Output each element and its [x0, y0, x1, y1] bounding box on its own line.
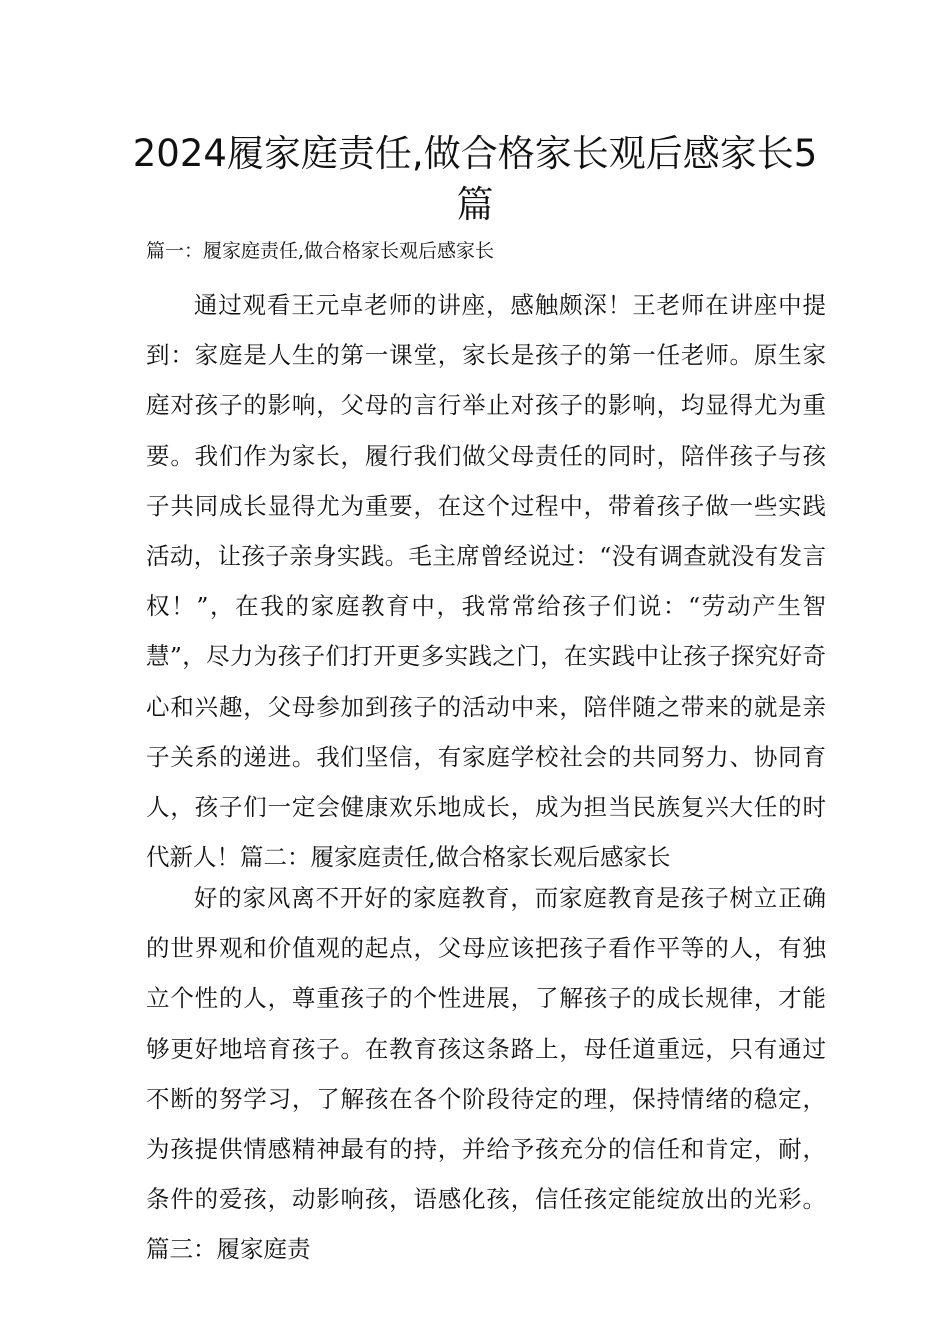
document-title: 2024履家庭责任,做合格家长观后感家长5篇 — [132, 132, 818, 226]
body-paragraph-1-text: 通过观看王元卓老师的讲座，感触颇深！王老师在讲座中提到：家庭是人生的第一课堂，家长是孩子的第一任老师。原生家庭对孩子的影响，父母的言行举止对孩子的影响，均显得尤为重要。我们作为家长，履行我们做父母责任的同时，陪伴孩子与孩子共同成长显得尤为重要，在这个过程中，带着孩子做一些实践活动，让孩子亲身实践。毛主席曾经说过：“没有调查就没有发言权！”，在我的家庭教育中，我常常给孩子们说：“劳动产生智慧”，尽力为孩子们打开更多实践之门，在实践中让孩子探究好奇心和兴趣，父母参加到孩子的活动中来，陪伴随之带来的就是亲子关系的递进。我们坚信，有家庭学校社会的共同努力、协同育人，孩子们一定会健康欢乐地成长，成为担当民族复兴大任的时代新人！篇二：履家庭责任,做合格家长观后感家长 — [146, 291, 826, 872]
body-paragraph-2-text: 好的家风离不开好的家庭教育，而家庭教育是孩子树立正确的世界观和价值观的起点，父母应该把孩子看作平等的人，有独立个性的人，尊重孩子的个性进展，了解孩子的成长规律，才能够更好地培育孩子。在教育孩这条路上，母任道重远，只有通过不断的努学习，了解孩在各个阶段待定的理，保持情绪的稳定，为孩提供情感精神最有的持，并给予孩充分的信任和肯定，耐，条件的爱孩，动影响孩，语感化孩，信任孩定能绽放出的光彩。篇三：履家庭责 — [146, 884, 826, 1264]
section-heading-1: 篇一：履家庭责任,做合格家长观后感家长 — [146, 240, 495, 262]
body-paragraph-2 — [146, 873, 826, 1275]
body-paragraph-1 — [146, 280, 826, 882]
